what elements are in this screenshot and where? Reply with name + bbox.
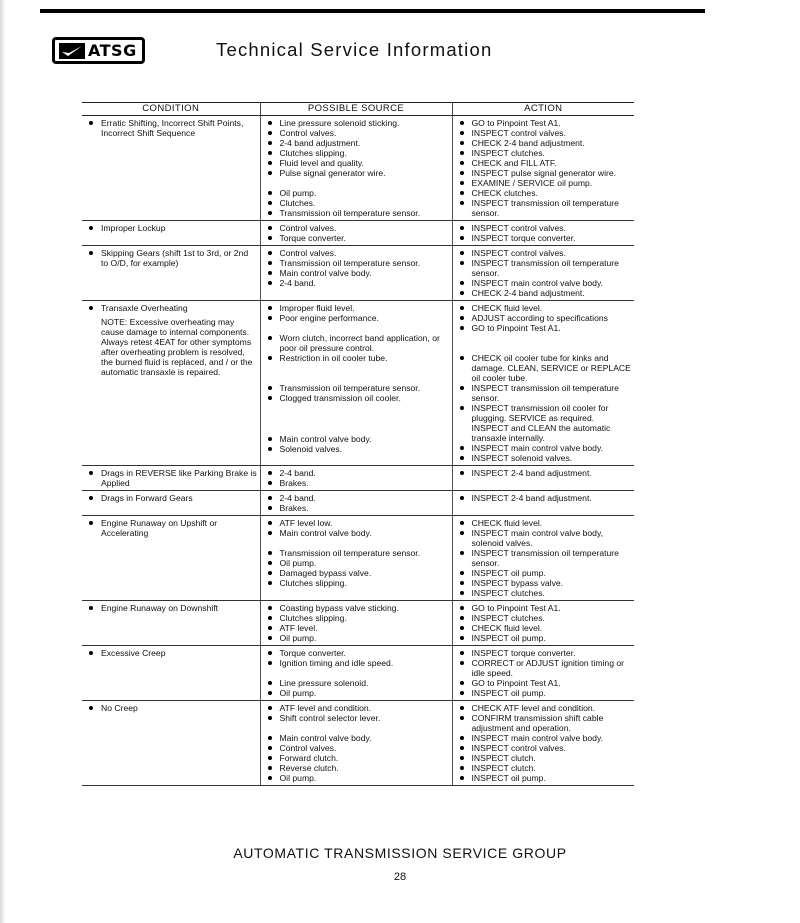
action-item: INSPECT control valves. xyxy=(456,743,633,753)
action-item: CHECK fluid level. xyxy=(456,303,633,313)
source-item: Fluid level and quality. xyxy=(264,158,450,168)
condition-text: Excessive Creep xyxy=(85,648,258,658)
table-row xyxy=(82,701,634,786)
condition-cell xyxy=(82,301,260,466)
table-row xyxy=(82,301,634,466)
source-item: Transmission oil temperature sensor. xyxy=(264,258,450,268)
source-item: Control valves. xyxy=(264,743,450,753)
action-item: INSPECT clutches. xyxy=(456,588,633,598)
source-item: Oil pump. xyxy=(264,558,450,568)
condition-text: Transaxle Overheating xyxy=(85,303,258,313)
action-item: INSPECT transmission oil temperature sensor. xyxy=(456,198,633,218)
action-item: INSPECT transmission oil temperature sensor. xyxy=(456,258,633,278)
action-item: INSPECT clutch. xyxy=(456,753,633,763)
source-item: Brakes. xyxy=(264,478,450,488)
action-item: INSPECT torque converter. xyxy=(456,233,633,243)
action-cell xyxy=(452,301,634,466)
action-item: GO to Pinpoint Test A1. xyxy=(456,603,633,613)
action-item: INSPECT main control valve body. xyxy=(456,278,633,288)
condition-text: Engine Runaway on Upshift or Accelerating xyxy=(85,518,258,538)
table-row xyxy=(82,491,634,516)
source-item: Line pressure solenoid sticking. xyxy=(264,118,450,128)
source-item: Control valves. xyxy=(264,248,450,258)
condition-text: Drags in Forward Gears xyxy=(85,493,258,503)
table-row xyxy=(82,116,634,221)
source-item: Shift control selector lever. xyxy=(264,713,450,723)
column-header-action: ACTION xyxy=(452,103,634,116)
table-header-row xyxy=(82,103,634,116)
source-item: Control valves. xyxy=(264,223,450,233)
source-item: Damaged bypass valve. xyxy=(264,568,450,578)
action-cell xyxy=(452,491,634,516)
action-item: CONFIRM transmission shift cable adjustment and operation. xyxy=(456,713,633,733)
condition-text: Erratic Shifting, Incorrect Shift Points, Incorrect Shift Sequence xyxy=(85,118,258,138)
action-item: INSPECT main control valve body. xyxy=(456,733,633,743)
page-edge-shadow xyxy=(0,0,6,923)
action-item: CHECK oil cooler tube for kinks and damage. CLEAN, SERVICE or REPLACE oil cooler tube. xyxy=(456,353,633,383)
diagnosis-table-container xyxy=(82,102,634,786)
action-item: INSPECT control valves. xyxy=(456,248,633,258)
action-item: INSPECT bypass valve. xyxy=(456,578,633,588)
source-item: Main control valve body. xyxy=(264,268,450,278)
action-item: EXAMINE / SERVICE oil pump. xyxy=(456,178,633,188)
table-row xyxy=(82,246,634,301)
condition-text: Drags in REVERSE like Parking Brake is Applied xyxy=(85,468,258,488)
table-row xyxy=(82,516,634,601)
source-item: Oil pump. xyxy=(264,633,450,643)
condition-cell xyxy=(82,246,260,301)
condition-cell xyxy=(82,116,260,221)
action-cell xyxy=(452,116,634,221)
column-header-possible-source: POSSIBLE SOURCE xyxy=(260,103,452,116)
source-item: Line pressure solenoid. xyxy=(264,678,450,688)
action-item: CHECK ATF level and condition. xyxy=(456,703,633,713)
source-cell xyxy=(260,116,452,221)
source-item: Improper fluid level. xyxy=(264,303,450,313)
action-item: INSPECT main control valve body, solenoid valves. xyxy=(456,528,633,548)
action-item: GO to Pinpoint Test A1. xyxy=(456,323,633,333)
source-item: Transmission oil temperature sensor. xyxy=(264,383,450,393)
action-cell xyxy=(452,646,634,701)
source-cell xyxy=(260,516,452,601)
source-cell xyxy=(260,491,452,516)
action-cell xyxy=(452,601,634,646)
action-item: GO to Pinpoint Test A1. xyxy=(456,678,633,688)
source-item: Transmission oil temperature sensor. xyxy=(264,548,450,558)
source-item: ATF level. xyxy=(264,623,450,633)
action-item: INSPECT pulse signal generator wire. xyxy=(456,168,633,178)
action-item: CORRECT or ADJUST ignition timing or idle speed. xyxy=(456,658,633,678)
source-item: Clutches slipping. xyxy=(264,148,450,158)
table-row xyxy=(82,601,634,646)
source-item: 2-4 band. xyxy=(264,278,450,288)
action-item: INSPECT clutch. xyxy=(456,763,633,773)
source-cell xyxy=(260,646,452,701)
source-cell xyxy=(260,601,452,646)
action-item: INSPECT oil pump. xyxy=(456,633,633,643)
condition-text: No Creep xyxy=(85,703,258,713)
source-item: Clutches slipping. xyxy=(264,613,450,623)
action-item: ADJUST according to specifications xyxy=(456,313,633,323)
action-item: INSPECT transmission oil temperature sensor. xyxy=(456,383,633,403)
action-cell xyxy=(452,221,634,246)
condition-cell xyxy=(82,701,260,786)
source-cell xyxy=(260,246,452,301)
action-item: INSPECT transmission oil temperature sensor. xyxy=(456,548,633,568)
source-item: Solenoid valves. xyxy=(264,444,450,454)
source-item: Coasting bypass valve sticking. xyxy=(264,603,450,613)
action-cell xyxy=(452,246,634,301)
action-item: INSPECT oil pump. xyxy=(456,688,633,698)
action-item: CHECK 2-4 band adjustment. xyxy=(456,138,633,148)
condition-cell xyxy=(82,466,260,491)
column-header-condition: CONDITION xyxy=(82,103,260,116)
top-rule xyxy=(40,9,705,13)
action-item: INSPECT main control valve body. xyxy=(456,443,633,453)
source-item: Oil pump. xyxy=(264,688,450,698)
action-item: INSPECT 2-4 band adjustment. xyxy=(456,493,633,503)
condition-cell xyxy=(82,516,260,601)
source-item: Clogged transmission oil cooler. xyxy=(264,393,450,403)
table-row xyxy=(82,466,634,491)
source-item: ATF level low. xyxy=(264,518,450,528)
condition-cell xyxy=(82,491,260,516)
source-item: Restriction in oil cooler tube. xyxy=(264,353,450,363)
table-row xyxy=(82,221,634,246)
source-item: ATF level and condition. xyxy=(264,703,450,713)
source-item: Transmission oil temperature sensor. xyxy=(264,208,450,218)
source-item: Oil pump. xyxy=(264,188,450,198)
action-item: CHECK clutches. xyxy=(456,188,633,198)
action-item: CHECK fluid level. xyxy=(456,623,633,633)
action-item: GO to Pinpoint Test A1. xyxy=(456,118,633,128)
footer-title: AUTOMATIC TRANSMISSION SERVICE GROUP xyxy=(233,845,567,861)
source-item: Ignition timing and idle speed. xyxy=(264,658,450,668)
action-item: INSPECT oil pump. xyxy=(456,568,633,578)
check-swoosh-icon xyxy=(59,43,85,59)
action-item: CHECK and FILL ATF. xyxy=(456,158,633,168)
source-item: Main control valve body. xyxy=(264,733,450,743)
source-item: Brakes. xyxy=(264,503,450,513)
source-cell xyxy=(260,701,452,786)
action-cell xyxy=(452,466,634,491)
condition-cell xyxy=(82,221,260,246)
source-item: Clutches. xyxy=(264,198,450,208)
action-item: INSPECT clutches. xyxy=(456,613,633,623)
source-item: Forward clutch. xyxy=(264,753,450,763)
condition-text: Skipping Gears (shift 1st to 3rd, or 2nd to O/D, for example) xyxy=(85,248,258,268)
action-item: INSPECT transmission oil cooler for plugging. SERVICE as required. INSPECT and CLEAN the automatic transaxle internally. xyxy=(456,403,633,443)
action-cell xyxy=(452,701,634,786)
source-item: 2-4 band adjustment. xyxy=(264,138,450,148)
action-item: INSPECT control valves. xyxy=(456,128,633,138)
atsg-logo xyxy=(52,37,145,64)
action-item: CHECK fluid level. xyxy=(456,518,633,528)
source-item: Main control valve body. xyxy=(264,528,450,538)
source-item: Oil pump. xyxy=(264,773,450,783)
page-title: Technical Service Information xyxy=(216,39,493,60)
diagnosis-table xyxy=(82,102,634,786)
action-cell xyxy=(452,516,634,601)
source-cell xyxy=(260,466,452,491)
source-item: 2-4 band. xyxy=(264,493,450,503)
source-item: Pulse signal generator wire. xyxy=(264,168,450,178)
source-item: Main control valve body. xyxy=(264,434,450,444)
overheating-note: NOTE: Excessive overheating may cause damage to internal components. Always retest 4EAT for other symptoms after overheating problem is resolved, the burned fluid is replaced, and / or the automatic transaxle is repaired. xyxy=(101,317,253,377)
table-row xyxy=(82,646,634,701)
condition-text: Engine Runaway on Downshift xyxy=(85,603,258,613)
source-item: Reverse clutch. xyxy=(264,763,450,773)
source-item: Poor engine performance. xyxy=(264,313,450,323)
condition-text: Improper Lockup xyxy=(85,223,258,233)
source-cell xyxy=(260,221,452,246)
source-item: Torque converter. xyxy=(264,233,450,243)
action-item: CHECK 2-4 band adjustment. xyxy=(456,288,633,298)
action-item: INSPECT solenoid valves. xyxy=(456,453,633,463)
source-item: Control valves. xyxy=(264,128,450,138)
condition-cell xyxy=(82,601,260,646)
page-number: 28 xyxy=(393,871,407,883)
source-cell xyxy=(260,301,452,466)
action-item: INSPECT clutches. xyxy=(456,148,633,158)
logo-text: ATSG xyxy=(88,41,137,60)
source-item: Torque converter. xyxy=(264,648,450,658)
action-item: INSPECT oil pump. xyxy=(456,773,633,783)
action-item: INSPECT control valves. xyxy=(456,223,633,233)
source-item: Worn clutch, incorrect band application, or poor oil pressure control. xyxy=(264,333,450,353)
condition-cell xyxy=(82,646,260,701)
action-item: INSPECT 2-4 band adjustment. xyxy=(456,468,633,478)
action-item: INSPECT torque converter. xyxy=(456,648,633,658)
source-item: Clutches slipping. xyxy=(264,578,450,588)
source-item: 2-4 band. xyxy=(264,468,450,478)
